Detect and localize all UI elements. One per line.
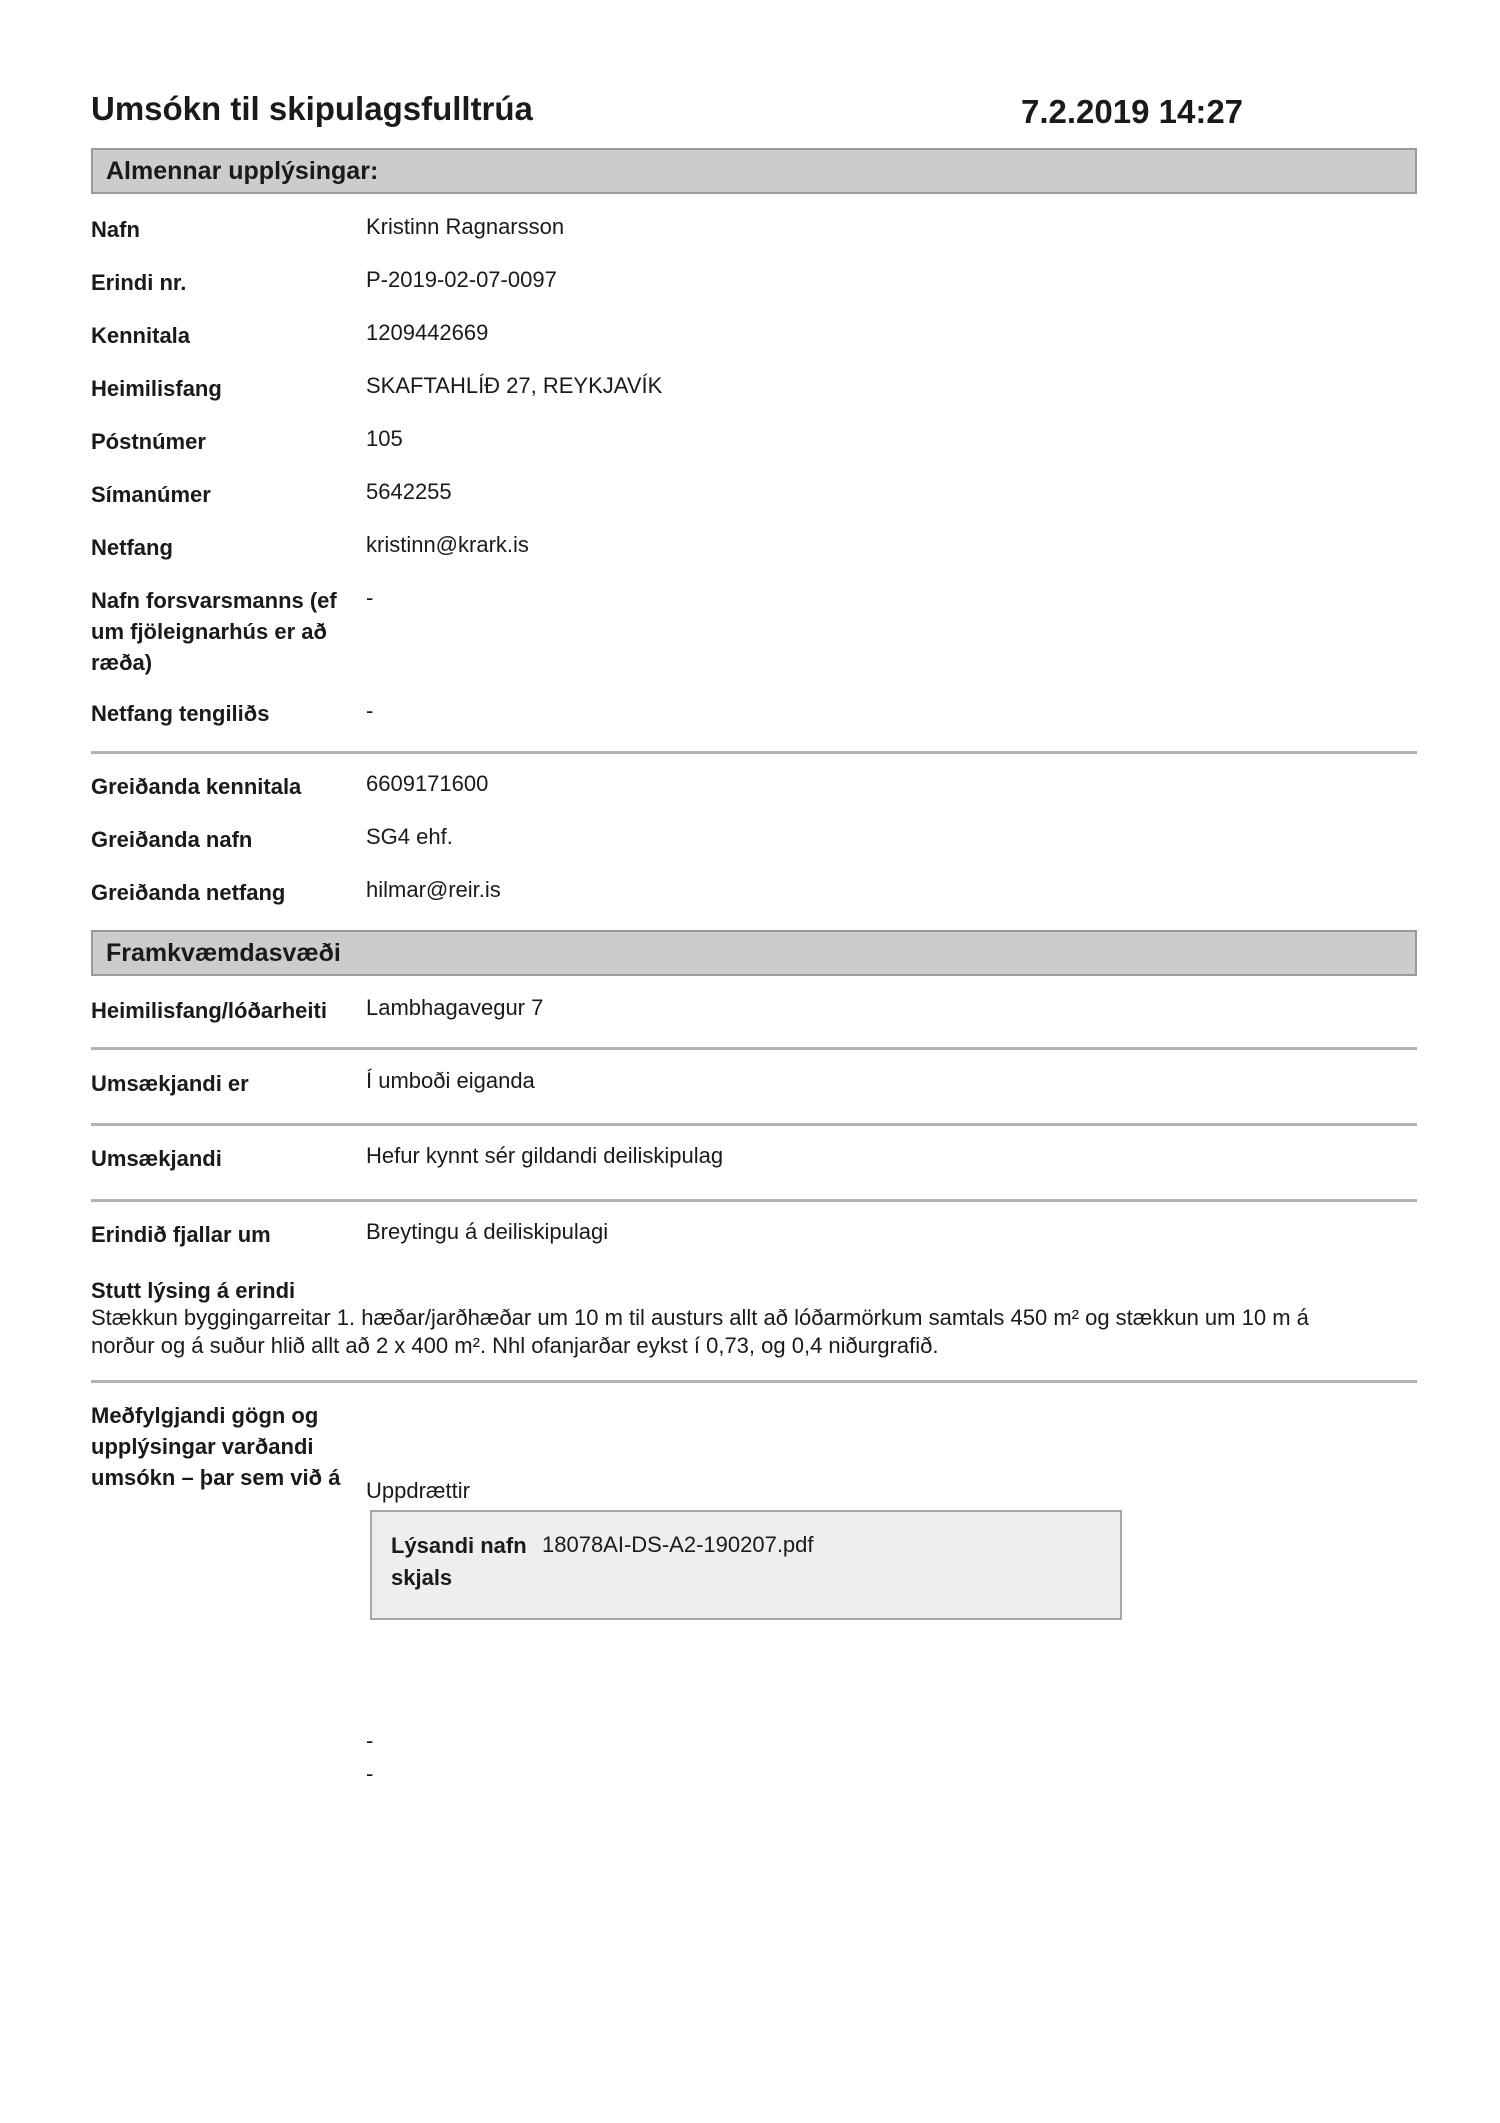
representative-value: - — [366, 585, 374, 610]
document-name-label-line: Lýsandi nafn — [391, 1533, 527, 1558]
lot-address-value: Lambhagavegur 7 — [366, 995, 544, 1020]
contact-email-label: Netfang tengiliðs — [91, 701, 270, 726]
representative-label-line: um fjöleignarhús er að — [91, 619, 327, 644]
postal-code-label: Póstnúmer — [91, 429, 206, 454]
address-label: Heimilisfang — [91, 376, 222, 401]
name-value: Kristinn Ragnarsson — [366, 214, 565, 239]
lot-address-label: Heimilisfang/lóðarheiti — [91, 998, 327, 1023]
subject-value: Breytingu á deiliskipulagi — [366, 1219, 609, 1244]
divider — [91, 1199, 1417, 1202]
document-name-label — [391, 1530, 527, 1594]
representative-label — [91, 585, 356, 678]
payer-name-label: Greiðanda nafn — [91, 827, 253, 852]
attachments-label-line: Meðfylgjandi gögn og — [91, 1403, 319, 1428]
payer-email-label: Greiðanda netfang — [91, 880, 286, 905]
case-number-value: P-2019-02-07-0097 — [366, 267, 557, 292]
description-text — [91, 1304, 1309, 1360]
applicant-label: Umsækjandi — [91, 1146, 222, 1171]
section-general-header — [91, 148, 1417, 194]
divider — [91, 1380, 1417, 1383]
divider — [91, 751, 1417, 754]
attachments-label-line: umsókn – þar sem við á — [91, 1465, 341, 1490]
payer-email-value: hilmar@reir.is — [366, 877, 501, 902]
address-value: SKAFTAHLÍÐ 27, REYKJAVÍK — [366, 373, 663, 398]
applicant-is-label: Umsækjandi er — [91, 1071, 249, 1096]
description-line: Stækkun byggingarreitar 1. hæðar/jarðhæðar um 10 m til austurs allt að lóðarmörkum samtals 450 m² og stækkun um 10 m á — [91, 1305, 1309, 1330]
description-label: Stutt lýsing á erindi — [91, 1278, 296, 1303]
attachment-category: Uppdrættir — [366, 1478, 470, 1503]
attachments-label — [91, 1400, 381, 1493]
id-number-label: Kennitala — [91, 323, 191, 348]
postal-code-value: 105 — [366, 426, 403, 451]
attachment-dash: - — [366, 1761, 374, 1786]
phone-label: Símanúmer — [91, 482, 211, 507]
contact-email-value: - — [366, 698, 374, 723]
divider — [91, 1047, 1417, 1050]
id-number-value: 1209442669 — [366, 320, 489, 345]
document-file-link[interactable]: 18078AI-DS-A2-190207.pdf — [542, 1532, 814, 1557]
representative-label-line: ræða) — [91, 650, 153, 675]
attachment-dash: - — [366, 1728, 374, 1753]
section-area-header — [91, 930, 1417, 976]
name-label: Nafn — [91, 217, 140, 242]
subject-label: Erindið fjallar um — [91, 1222, 271, 1247]
attached-document-box — [370, 1510, 1122, 1620]
section-area-heading: Framkvæmdasvæði — [106, 939, 341, 967]
payer-id-label: Greiðanda kennitala — [91, 774, 302, 799]
page-title: Umsókn til skipulagsfulltrúa — [91, 90, 533, 127]
applicant-value: Hefur kynnt sér gildandi deiliskipulag — [366, 1143, 724, 1168]
email-label: Netfang — [91, 535, 173, 560]
payer-id-value: 6609171600 — [366, 771, 489, 796]
payer-name-value: SG4 ehf. — [366, 824, 453, 849]
attachments-label-line: upplýsingar varðandi — [91, 1434, 314, 1459]
section-general-heading: Almennar upplýsingar: — [106, 157, 379, 185]
submission-datetime: 7.2.2019 14:27 — [1021, 93, 1244, 130]
applicant-is-value: Í umboði eiganda — [366, 1068, 535, 1093]
document-name-label-line: skjals — [391, 1565, 453, 1590]
divider — [91, 1123, 1417, 1126]
email-value: kristinn@krark.is — [366, 532, 529, 557]
case-number-label: Erindi nr. — [91, 270, 187, 295]
representative-label-line: Nafn forsvarsmanns (ef — [91, 588, 337, 613]
phone-value: 5642255 — [366, 479, 452, 504]
description-line: norður og á suður hlið allt að 2 x 400 m². Nhl ofanjarðar eykst í 0,73, og 0,4 niðurgrafið. — [91, 1333, 939, 1358]
